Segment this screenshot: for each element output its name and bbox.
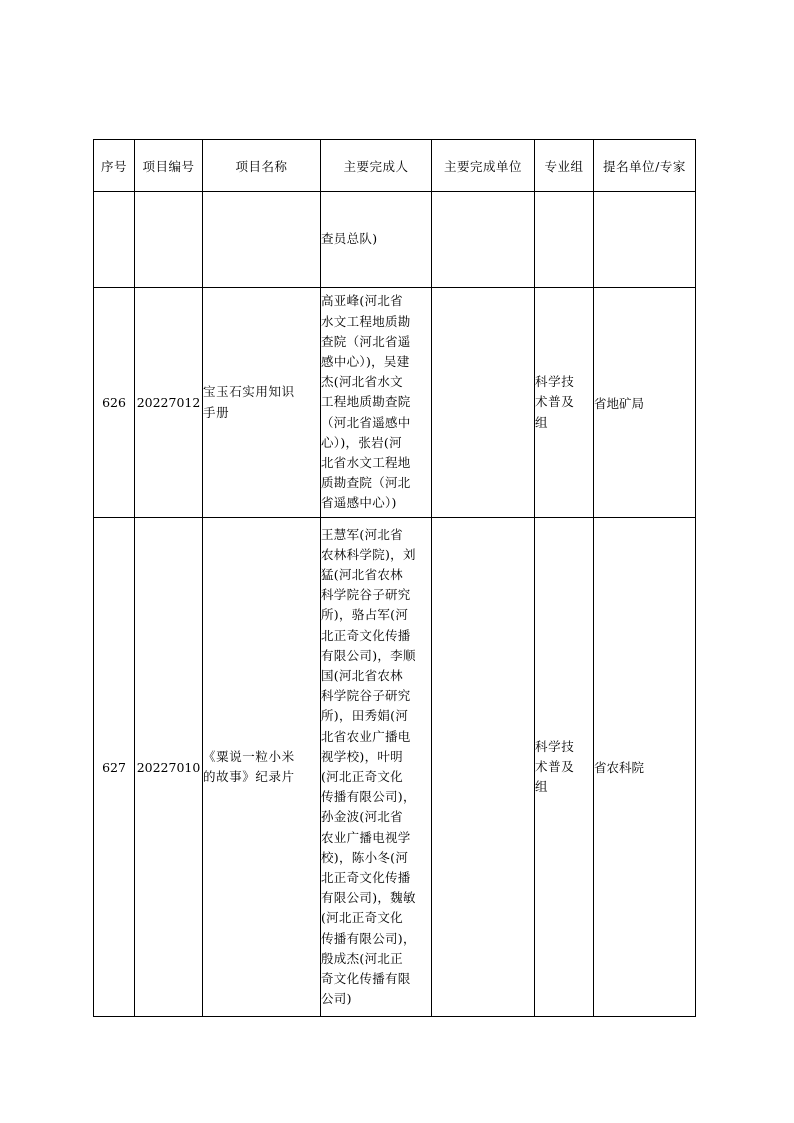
text-line: 水文工程地质勘	[321, 313, 411, 329]
header-nominator: 提名单位/专家	[594, 140, 696, 192]
text-line: 农业广播电视学	[321, 829, 411, 845]
text-line: 查院（河北省遥	[321, 333, 411, 349]
text-line: 的故事》纪录片	[203, 769, 295, 784]
cell-professional-group	[535, 518, 594, 1017]
text-line: (河北正奇文化	[321, 910, 403, 926]
cell-project-code: 20227010	[135, 518, 203, 1017]
text-line: 王慧军(河北省	[321, 526, 403, 542]
cell-project-code: 20227012	[135, 288, 203, 518]
header-main-units: 主要完成单位	[432, 140, 535, 192]
cell-main-units	[432, 192, 535, 288]
text-line: 所)，田秀娟(河	[321, 708, 409, 724]
text-line: 殷成杰(河北正	[321, 950, 403, 966]
cell-seq: 627	[94, 518, 135, 1017]
text-line: 北省农业广播电	[321, 728, 411, 744]
text-line: 孙金波(河北省	[321, 809, 403, 825]
text-line: 心）)，张岩(河	[321, 434, 402, 450]
text-line: 科学院谷子研究	[321, 587, 411, 603]
text-line: 国(河北省农林	[321, 667, 403, 683]
cell-seq	[94, 192, 135, 288]
text-line: 查员总队)	[321, 231, 378, 247]
text-line: 组	[535, 414, 549, 430]
cell-nominator	[594, 192, 696, 288]
text-line: 感中心）)，吴建	[321, 353, 410, 369]
text-line: 所)，骆占军(河	[321, 607, 409, 623]
cell-main-persons	[321, 288, 432, 518]
header-project-name: 项目名称	[203, 140, 321, 192]
table-row	[94, 518, 696, 1017]
text-line: 高亚峰(河北省	[321, 293, 403, 309]
cell-main-units	[432, 288, 535, 518]
text-line: 科学技	[535, 374, 575, 390]
text-line: 工程地质勘查院	[321, 394, 411, 410]
table-row	[94, 288, 696, 518]
text-line: 科学技	[535, 738, 575, 754]
cell-main-persons	[321, 518, 432, 1017]
text-line: 北正奇文化传播	[321, 627, 411, 643]
cell-nominator: 省地矿局	[594, 288, 696, 518]
header-row	[94, 140, 696, 192]
cell-professional-group	[535, 288, 594, 518]
cell-project-name	[203, 192, 321, 288]
text-line: 宝玉石实用知识	[203, 384, 295, 400]
text-line: 农林科学院)，刘	[321, 546, 416, 562]
header-main-persons: 主要完成人	[321, 140, 432, 192]
text-line: 有限公司)，魏敏	[321, 890, 416, 906]
text-line: 术普及	[535, 758, 575, 774]
text-line: 北正奇文化传播	[321, 870, 411, 886]
cell-project-code	[135, 192, 203, 288]
text-line: 传播有限公司)，	[321, 789, 416, 805]
cell-main-units	[432, 518, 535, 1017]
text-line: 杰(河北省水文	[321, 374, 403, 390]
table-row	[94, 192, 696, 288]
text-line: 质勘查院（河北	[321, 475, 411, 491]
cell-seq: 626	[94, 288, 135, 518]
awards-table	[93, 139, 696, 1017]
text-line: 奇文化传播有限	[321, 971, 411, 987]
text-line: 北省水文工程地	[321, 455, 411, 470]
text-line: 术普及	[535, 394, 575, 410]
cell-project-name	[203, 518, 321, 1017]
text-line: 猛(河北省农林	[321, 566, 403, 582]
text-line: 省遥感中心）)	[321, 495, 397, 511]
text-line: （河北省遥感中	[321, 414, 411, 430]
header-professional-group: 专业组	[535, 140, 594, 192]
text-line: 视学校)，叶明	[321, 748, 403, 764]
cell-project-name	[203, 288, 321, 518]
text-line: 手册	[203, 404, 230, 420]
text-line: 组	[535, 779, 549, 795]
cell-professional-group	[535, 192, 594, 288]
cell-nominator: 省农科院	[594, 518, 696, 1017]
text-line: 《粟说一粒小米	[203, 748, 295, 764]
text-line: 公司)	[321, 991, 352, 1007]
text-line: 传播有限公司)，	[321, 930, 416, 946]
cell-main-persons	[321, 192, 432, 288]
text-line: (河北正奇文化	[321, 769, 403, 784]
header-project-code: 项目编号	[135, 140, 203, 192]
text-line: 科学院谷子研究	[321, 688, 411, 704]
text-line: 校)，陈小冬(河	[321, 849, 409, 865]
header-seq: 序号	[94, 140, 135, 192]
text-line: 有限公司)，李顺	[321, 647, 416, 663]
